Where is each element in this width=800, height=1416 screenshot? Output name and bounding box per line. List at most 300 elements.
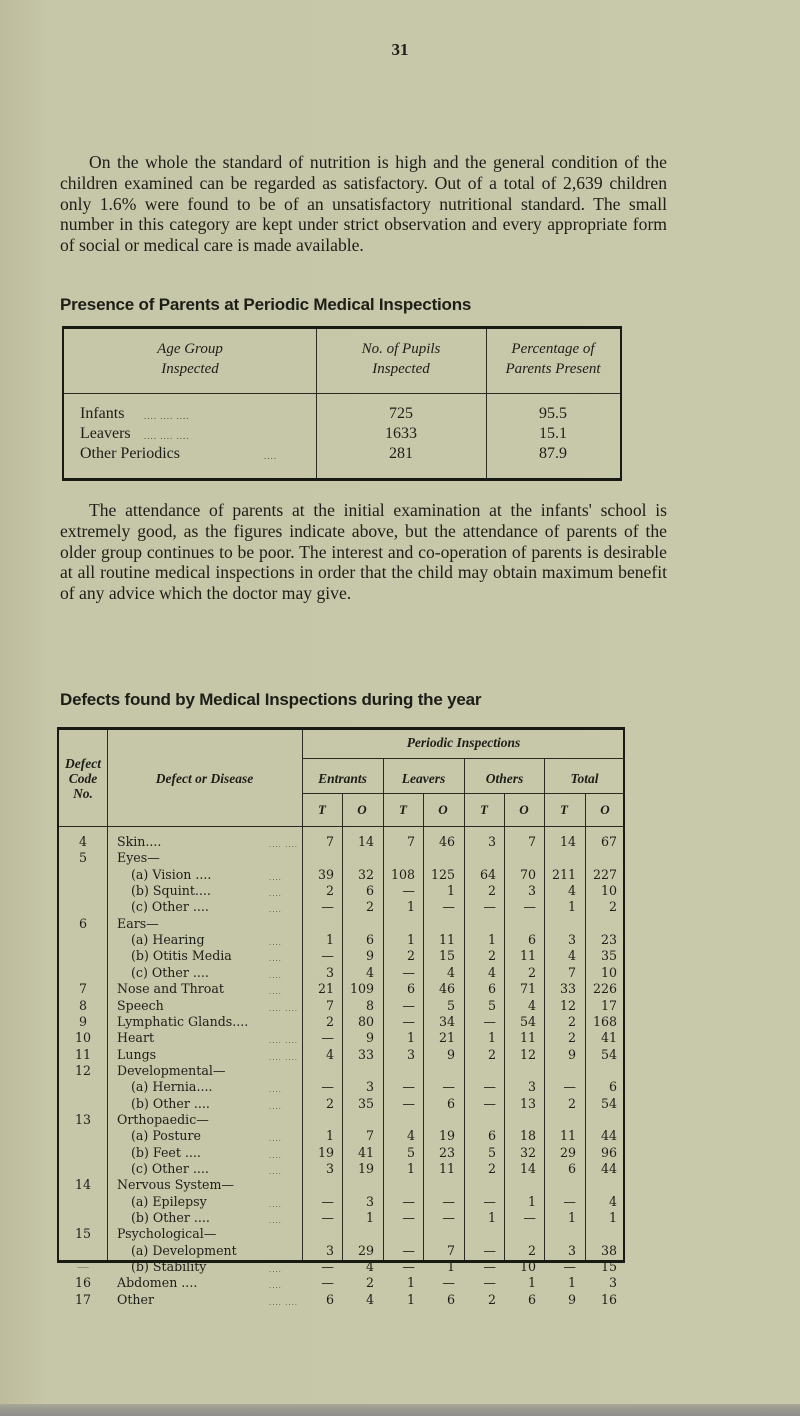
count-cell: — — [402, 1013, 415, 1029]
count-cell: 3 — [365, 1193, 374, 1209]
defect-code-cell: 10 — [74, 1030, 92, 1046]
count-cell: — — [563, 1079, 576, 1095]
count-cell: 1 — [325, 1128, 334, 1144]
count-cell: — — [483, 1013, 496, 1029]
count-cell: 1 — [567, 1210, 576, 1226]
count-cell: 11 — [438, 932, 455, 948]
percent-cell: 87.9 — [539, 445, 567, 462]
count-cell: 41 — [357, 1144, 374, 1160]
table-row — [59, 1243, 623, 1259]
defects-table-title: Defects found by Medical Inspections during the year — [60, 690, 482, 709]
count-cell: 11 — [438, 1161, 455, 1176]
count-cell: 6 — [406, 981, 415, 997]
table-row — [59, 1292, 623, 1308]
count-cell: 32 — [519, 1144, 536, 1160]
defect-code-cell: 15 — [74, 1226, 92, 1242]
count-cell: 5 — [446, 997, 455, 1013]
row-divider — [302, 793, 625, 794]
defect-name-cell: (a) Hearing — [131, 932, 205, 948]
count-cell: 13 — [519, 1095, 536, 1111]
count-cell: — — [483, 1242, 496, 1258]
count-cell: 18 — [519, 1128, 536, 1144]
defect-code-cell: — — [76, 1259, 90, 1275]
count-cell: 3 — [325, 964, 334, 980]
leader-dots: .... — [269, 1102, 282, 1111]
count-cell: 19 — [438, 1128, 455, 1144]
leader-dots: .... .... — [269, 1037, 299, 1046]
count-cell: — — [483, 899, 496, 915]
count-cell: 1 — [406, 1161, 415, 1176]
count-cell: 1 — [325, 932, 334, 948]
count-cell: 8 — [365, 997, 374, 1013]
count-cell: 9 — [365, 948, 374, 964]
count-cell: 6 — [365, 932, 374, 948]
count-cell: 2 — [487, 1161, 496, 1176]
count-cell: 44 — [600, 1161, 617, 1176]
count-cell: 4 — [567, 883, 576, 899]
count-cell: — — [321, 1030, 334, 1046]
count-cell: 1 — [567, 899, 576, 915]
count-cell: 211 — [551, 866, 576, 882]
count-cell: 6 — [527, 1291, 536, 1307]
count-cell: 6 — [365, 883, 374, 899]
count-cell: — — [402, 1193, 415, 1209]
defect-name-cell: (a) Development — [131, 1242, 237, 1258]
count-cell: 1 — [446, 1259, 455, 1275]
count-cell: 14 — [559, 834, 576, 849]
count-cell: 64 — [479, 866, 496, 882]
percent-cell: 95.5 — [539, 405, 567, 422]
leader-dots: .... — [264, 451, 277, 461]
count-cell: 3 — [365, 1079, 374, 1095]
count-cell: 4 — [365, 1291, 374, 1307]
count-cell: 168 — [592, 1013, 617, 1029]
defect-name-cell: Lymphatic Glands.... — [117, 1013, 249, 1029]
percent-cell: 15.1 — [539, 425, 567, 442]
count-cell: 39 — [317, 866, 334, 882]
defect-name-cell: (a) Vision .... — [131, 866, 212, 882]
defect-name-cell: Eyes— — [117, 850, 160, 866]
count-cell: 38 — [600, 1242, 617, 1258]
count-cell: — — [321, 1259, 334, 1275]
count-cell: — — [483, 1275, 496, 1291]
table-row — [59, 998, 623, 1014]
count-cell: — — [442, 1210, 455, 1226]
sub-header-other: O — [438, 802, 448, 817]
defect-name-cell: (c) Other .... — [131, 964, 209, 980]
count-cell: 2 — [487, 1046, 496, 1062]
count-cell: — — [402, 1210, 415, 1226]
table-row — [59, 883, 623, 899]
defect-code-cell: 7 — [78, 981, 87, 997]
count-cell: 7 — [325, 997, 334, 1013]
count-cell: 6 — [527, 932, 536, 948]
pupils-cell: 281 — [389, 445, 413, 462]
count-cell: 67 — [600, 834, 617, 849]
table-row — [59, 899, 623, 915]
count-cell: 11 — [559, 1128, 576, 1144]
header-defect-code: Defect Code No. — [65, 756, 101, 801]
parents-table-title: Presence of Parents at Periodic Medical Inspections — [60, 295, 472, 314]
count-cell: 2 — [487, 948, 496, 964]
table-row — [59, 1161, 623, 1177]
count-cell: 2 — [567, 1013, 576, 1029]
table-row — [59, 1063, 623, 1079]
count-cell: 11 — [519, 948, 536, 964]
defect-name-cell: (a) Hernia.... — [131, 1079, 213, 1095]
page-number: 31 — [391, 40, 409, 59]
count-cell: — — [483, 1193, 496, 1209]
defect-code-cell: 6 — [78, 915, 87, 931]
count-cell: 3 — [608, 1275, 617, 1291]
count-cell: 96 — [600, 1144, 617, 1160]
count-cell: 3 — [325, 1242, 334, 1258]
header-pupils-inspected: No. of Pupils Inspected — [361, 341, 441, 377]
count-cell: 21 — [438, 1030, 455, 1046]
leader-dots: .... — [269, 955, 282, 964]
leader-dots: .... — [269, 1200, 282, 1209]
count-cell: 1 — [406, 932, 415, 948]
count-cell: 109 — [349, 981, 374, 997]
leader-dots: .... .... .... — [144, 411, 190, 421]
sub-header-other: O — [357, 802, 367, 817]
defect-name-cell: Nervous System— — [117, 1177, 235, 1193]
defect-name-cell: Abdomen .... — [117, 1275, 198, 1291]
defect-name-cell: Lungs — [117, 1046, 157, 1062]
count-cell: 35 — [357, 1095, 374, 1111]
defect-code-cell: 17 — [74, 1291, 92, 1307]
count-cell: — — [402, 1079, 415, 1095]
table-row — [59, 834, 623, 850]
count-cell: 10 — [600, 964, 617, 980]
table-row — [59, 1030, 623, 1046]
count-cell: — — [442, 1079, 455, 1095]
defect-code-cell: 8 — [78, 997, 87, 1013]
sub-header-total: T — [318, 802, 326, 817]
defect-name-cell: (b) Feet .... — [131, 1144, 201, 1160]
count-cell: 4 — [527, 997, 536, 1013]
count-cell: 7 — [527, 834, 536, 849]
count-cell: — — [483, 1259, 496, 1275]
count-cell: 41 — [600, 1030, 617, 1046]
count-cell: 54 — [600, 1046, 617, 1062]
sub-header-total: T — [399, 802, 407, 817]
defect-name-cell: Nose and Throat — [117, 981, 224, 997]
count-cell: 9 — [365, 1030, 374, 1046]
count-cell: 54 — [600, 1095, 617, 1111]
count-cell: 29 — [559, 1144, 576, 1160]
count-cell: 2 — [325, 883, 334, 899]
count-cell: 23 — [438, 1144, 455, 1160]
row-divider — [302, 758, 625, 759]
defect-name-cell: (a) Epilepsy — [131, 1193, 207, 1209]
count-cell: — — [321, 1210, 334, 1226]
count-cell: 15 — [600, 1259, 617, 1275]
count-cell: 15 — [438, 948, 455, 964]
table-row — [59, 981, 623, 997]
defect-name-cell: (b) Otitis Media — [131, 948, 232, 964]
leader-dots: .... — [269, 1168, 282, 1176]
count-cell: — — [321, 948, 334, 964]
age-group-cell: Other Periodics — [80, 445, 180, 462]
count-cell: 70 — [519, 866, 536, 882]
table-row — [59, 850, 623, 866]
count-cell: 227 — [592, 866, 617, 882]
leader-dots: .... .... — [269, 841, 299, 849]
defect-name-cell: Skin.... — [117, 834, 162, 849]
count-cell: 2 — [527, 1242, 536, 1258]
table-row — [59, 1014, 623, 1030]
defect-name-cell: Developmental— — [117, 1062, 226, 1078]
count-cell: 3 — [527, 883, 536, 899]
defect-code-cell: 11 — [74, 1046, 92, 1062]
leader-dots: .... — [269, 890, 282, 899]
count-cell: 10 — [519, 1259, 536, 1275]
sub-header-total: T — [560, 802, 568, 817]
count-cell: 7 — [446, 1242, 455, 1258]
count-cell: 5 — [487, 997, 496, 1013]
header-leavers: Leavers — [401, 771, 446, 786]
table-row — [64, 425, 620, 445]
count-cell: 2 — [325, 1013, 334, 1029]
defect-code-cell: 13 — [74, 1111, 92, 1127]
count-cell: 2 — [567, 1030, 576, 1046]
count-cell: 32 — [357, 866, 374, 882]
count-cell: 6 — [325, 1291, 334, 1307]
count-cell: 6 — [608, 1079, 617, 1095]
table-row — [59, 1275, 623, 1291]
count-cell: 1 — [527, 1193, 536, 1209]
table-row — [59, 965, 623, 981]
pupils-cell: 725 — [389, 405, 413, 422]
defect-code-cell: 9 — [78, 1013, 87, 1029]
header-total: Total — [570, 771, 599, 786]
count-cell: 11 — [519, 1030, 536, 1046]
count-cell: — — [402, 1095, 415, 1111]
count-cell: 2 — [365, 899, 374, 915]
defect-name-cell: (b) Other .... — [131, 1210, 210, 1226]
count-cell: 3 — [487, 834, 496, 849]
table-row — [59, 867, 623, 883]
count-cell: 5 — [406, 1144, 415, 1160]
table-row — [64, 445, 620, 465]
header-entrants: Entrants — [318, 771, 367, 786]
count-cell: 6 — [446, 1291, 455, 1307]
count-cell: — — [442, 1275, 455, 1291]
count-cell: 2 — [608, 899, 617, 915]
count-cell: 14 — [519, 1161, 536, 1176]
count-cell: 1 — [406, 899, 415, 915]
count-cell: 71 — [519, 981, 536, 997]
count-cell: 6 — [487, 981, 496, 997]
leader-dots: .... — [269, 939, 282, 948]
count-cell: 1 — [406, 1030, 415, 1046]
age-group-cell: Infants — [80, 405, 125, 422]
count-cell: 4 — [365, 1259, 374, 1275]
count-cell: 29 — [357, 1242, 374, 1258]
count-cell: — — [321, 1193, 334, 1209]
table-row — [59, 1112, 623, 1128]
count-cell: 10 — [600, 883, 617, 899]
count-cell: 2 — [487, 883, 496, 899]
count-cell: 125 — [430, 866, 455, 882]
count-cell: 6 — [487, 1128, 496, 1144]
count-cell: 108 — [390, 866, 415, 882]
age-group-cell: Leavers — [80, 425, 131, 442]
leader-dots: .... — [269, 1282, 282, 1291]
count-cell: 35 — [600, 948, 617, 964]
count-cell: 4 — [365, 964, 374, 980]
count-cell: 46 — [438, 981, 455, 997]
table-row — [59, 932, 623, 948]
count-cell: 2 — [325, 1095, 334, 1111]
header-defect-or-disease: Defect or Disease — [155, 771, 254, 786]
count-cell: 1 — [487, 1030, 496, 1046]
count-cell: — — [563, 1193, 576, 1209]
leader-dots: .... .... — [269, 1053, 299, 1062]
count-cell: 1 — [527, 1275, 536, 1291]
count-cell: 9 — [567, 1291, 576, 1307]
count-cell: — — [483, 1095, 496, 1111]
sub-header-other: O — [519, 802, 529, 817]
count-cell: 16 — [600, 1291, 617, 1307]
count-cell: 23 — [600, 932, 617, 948]
count-cell: 4 — [567, 948, 576, 964]
leader-dots: .... — [269, 971, 282, 980]
sub-header-other: O — [600, 802, 610, 817]
count-cell: — — [321, 1079, 334, 1095]
count-cell: — — [442, 899, 455, 915]
count-cell: 19 — [317, 1144, 334, 1160]
table-row — [59, 948, 623, 964]
count-cell: 1 — [365, 1210, 374, 1226]
count-cell: 33 — [357, 1046, 374, 1062]
page-bottom-edge — [0, 1404, 800, 1416]
header-age-group: Age Group Inspected — [157, 341, 223, 377]
row-divider — [59, 826, 625, 827]
count-cell: 2 — [487, 1291, 496, 1307]
count-cell: 1 — [608, 1210, 617, 1226]
count-cell: 3 — [406, 1046, 415, 1062]
defect-name-cell: Speech — [117, 997, 164, 1013]
sub-header-total: T — [480, 802, 488, 817]
count-cell: 34 — [438, 1013, 455, 1029]
count-cell: 4 — [325, 1046, 334, 1062]
count-cell: — — [321, 1275, 334, 1291]
count-cell: 21 — [317, 981, 334, 997]
count-cell: 2 — [527, 964, 536, 980]
count-cell: 226 — [592, 981, 617, 997]
count-cell: 12 — [519, 1046, 536, 1062]
header-divider — [64, 393, 620, 394]
count-cell: 14 — [357, 834, 374, 849]
count-cell: 7 — [567, 964, 576, 980]
count-cell: 5 — [487, 1144, 496, 1160]
count-cell: 3 — [527, 1079, 536, 1095]
count-cell: 2 — [406, 948, 415, 964]
leader-dots: .... .... — [269, 1298, 299, 1307]
leader-dots: .... — [269, 988, 282, 997]
table-row — [59, 1194, 623, 1210]
count-cell: 1 — [446, 883, 455, 899]
table-row — [59, 1210, 623, 1226]
defect-code-cell: 16 — [74, 1275, 92, 1291]
leader-dots: .... .... .... — [144, 431, 190, 441]
count-cell: 4 — [608, 1193, 617, 1209]
count-cell: — — [402, 1259, 415, 1275]
count-cell: 7 — [406, 834, 415, 849]
table-row — [59, 1145, 623, 1161]
count-cell: 3 — [325, 1161, 334, 1176]
leader-dots: .... — [269, 1266, 282, 1275]
header-others: Others — [485, 771, 524, 786]
table-row — [64, 405, 620, 425]
table-row — [59, 1079, 623, 1095]
count-cell: 46 — [438, 834, 455, 849]
count-cell: 9 — [446, 1046, 455, 1062]
count-cell: 1 — [487, 1210, 496, 1226]
count-cell: 3 — [567, 1242, 576, 1258]
leader-dots: .... — [269, 1135, 282, 1144]
count-cell: — — [402, 1242, 415, 1258]
defect-name-cell: Orthopaedic— — [117, 1111, 209, 1127]
table-row — [59, 1177, 623, 1193]
defect-name-cell: (b) Stability — [131, 1259, 207, 1275]
defect-code-cell: 14 — [74, 1177, 92, 1193]
defect-name-cell: Heart — [117, 1030, 155, 1046]
count-cell: 7 — [365, 1128, 374, 1144]
count-cell: 2 — [567, 1095, 576, 1111]
count-cell: 4 — [446, 964, 455, 980]
count-cell: 44 — [600, 1128, 617, 1144]
defect-name-cell: Ears— — [117, 915, 159, 931]
count-cell: 54 — [519, 1013, 536, 1029]
table-row — [59, 1226, 623, 1242]
nutrition-paragraph: On the whole the standard of nutrition is high and the general condition of the children examined can be regarded as satisfactory. Out of a total of 2,639 children only 1.6% were found to be of an unsatisfactory nutritional standard. The small number in this category are kept under strict observation and every appropriate form of social or medical care is made available. — [60, 152, 667, 256]
defect-name-cell: Other — [117, 1291, 154, 1307]
defect-name-cell: (c) Other .... — [131, 1161, 209, 1176]
count-cell: 17 — [600, 997, 617, 1013]
count-cell: 1 — [567, 1275, 576, 1291]
count-cell: 3 — [567, 932, 576, 948]
pupils-cell: 1633 — [385, 425, 417, 442]
table-row — [59, 1128, 623, 1144]
leader-dots: .... .... — [269, 1004, 299, 1013]
count-cell: — — [563, 1259, 576, 1275]
defect-name-cell: (c) Other .... — [131, 899, 209, 915]
defects-table — [57, 727, 625, 1307]
count-cell: 80 — [357, 1013, 374, 1029]
count-cell: 4 — [487, 964, 496, 980]
count-cell: 1 — [487, 932, 496, 948]
count-cell: 33 — [559, 981, 576, 997]
count-cell: 2 — [365, 1275, 374, 1291]
leader-dots: .... — [269, 1151, 282, 1160]
header-periodic-inspections: Periodic Inspections — [406, 735, 521, 750]
count-cell: — — [523, 1210, 536, 1226]
attendance-paragraph: The attendance of parents at the initial examination at the infants' school is extremely good, as the figures indicate above, but the attendance of parents of the older group continues to be poor. The interest and co-operation of parents is desirable at all routine medical inspections in order that the child may obtain maximum benefit of any advice which the doctor may give. — [60, 500, 667, 604]
defect-name-cell: (b) Other .... — [131, 1095, 210, 1111]
count-cell: 9 — [567, 1046, 576, 1062]
count-cell: — — [402, 964, 415, 980]
defect-name-cell: (a) Posture — [131, 1128, 201, 1144]
defect-name-cell: Psychological— — [117, 1226, 217, 1242]
leader-dots: .... — [269, 1086, 282, 1095]
count-cell: 12 — [559, 997, 576, 1013]
count-cell: 1 — [406, 1291, 415, 1307]
table-row — [59, 1096, 623, 1112]
leader-dots: .... — [269, 873, 282, 882]
